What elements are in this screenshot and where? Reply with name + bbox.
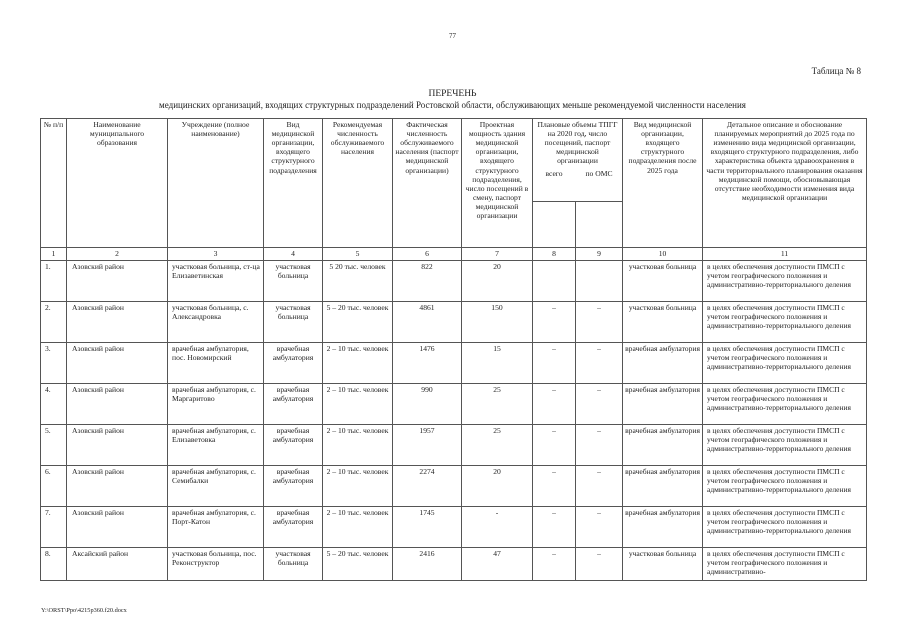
row-num: 3. — [41, 343, 67, 384]
row-recommended: 2 – 10 тыс. человек — [323, 343, 393, 384]
row-institution: участковая больница, ст-ца Елизаветинская — [168, 261, 264, 302]
column-number-row — [41, 248, 867, 261]
column-number: 10 — [623, 248, 703, 261]
table-row — [41, 343, 867, 384]
row-type-after: врачебная амбулатория — [623, 425, 703, 466]
row-planned-total: – — [533, 384, 576, 425]
row-actual: 2274 — [393, 466, 462, 507]
row-num: 1. — [41, 261, 67, 302]
table-number: Таблица № 8 — [811, 66, 861, 76]
row-actual: 2416 — [393, 548, 462, 581]
table-row — [41, 507, 867, 548]
header-description: Детальное описание и обоснование планируемых мероприятий до 2025 года по изменению вида медицинской организации, входящего структурного подразделения, либо характеристика объекта здравоохранения в части территориального планирования оказания медицинской помощи, обосновывающая отсутствие необходимости изменения вида медицинской организации — [703, 119, 867, 248]
row-recommended: 2 – 10 тыс. человек — [323, 384, 393, 425]
row-type: участковая больница — [264, 302, 323, 343]
row-municipality: Азовский район — [67, 261, 168, 302]
row-capacity: 20 — [462, 466, 533, 507]
row-capacity: 15 — [462, 343, 533, 384]
header-type: Вид медицинской организации, входящего структурного подразделения — [264, 119, 323, 248]
row-institution: врачебная амбулатория, с. Маргаритово — [168, 384, 264, 425]
row-planned-oms — [576, 261, 623, 302]
header-planned-total-label: всего — [545, 169, 563, 178]
row-institution: врачебная амбулатория, пос. Новомирский — [168, 343, 264, 384]
row-capacity: 25 — [462, 384, 533, 425]
row-planned-total: – — [533, 548, 576, 581]
row-capacity: 150 — [462, 302, 533, 343]
row-municipality: Азовский район — [67, 384, 168, 425]
row-capacity: - — [462, 507, 533, 548]
column-number: 2 — [67, 248, 168, 261]
row-recommended: 2 – 10 тыс. человек — [323, 507, 393, 548]
page-number: 77 — [449, 32, 456, 40]
header-recommended: Рекомендуемая численность обслуживаемого населения — [323, 119, 393, 248]
column-number: 11 — [703, 248, 867, 261]
row-description: в целях обеспечения доступности ПМСП с учетом географического положения и административно-территориального деления — [703, 261, 867, 302]
row-type-after: врачебная амбулатория — [623, 507, 703, 548]
column-number: 4 — [264, 248, 323, 261]
row-type: врачебная амбулатория — [264, 425, 323, 466]
column-number: 1 — [41, 248, 67, 261]
row-recommended: 5 – 20 тыс. человек — [323, 302, 393, 343]
row-institution: участковая больница, с. Александровка — [168, 302, 264, 343]
row-capacity: 20 — [462, 261, 533, 302]
row-planned-total: – — [533, 466, 576, 507]
row-type-after: участковая больница — [623, 261, 703, 302]
row-planned-total: – — [533, 302, 576, 343]
table-row — [41, 466, 867, 507]
row-municipality: Азовский район — [67, 507, 168, 548]
column-number: 6 — [393, 248, 462, 261]
header-municipality: Наименование муниципального образования — [67, 119, 168, 248]
row-municipality: Азовский район — [67, 466, 168, 507]
row-type: врачебная амбулатория — [264, 343, 323, 384]
row-institution: врачебная амбулатория, с. Порт-Катон — [168, 507, 264, 548]
header-planned: Плановые объемы ТПГГ на 2020 год, число посещений, паспорт медицинской организации — [533, 119, 623, 202]
row-description: в целях обеспечения доступности ПМСП с учетом географического положения и административно-территориального деления — [703, 343, 867, 384]
row-planned-oms: – — [576, 548, 623, 581]
row-recommended: 2 – 10 тыс. человек — [323, 466, 393, 507]
row-type-after: участковая больница — [623, 302, 703, 343]
header-capacity: Проектная мощность здания медицинской организации, входящего структурного подразделения, число посещений в смену, паспорт медицинской организации — [462, 119, 533, 248]
document-subtitle: медицинских организаций, входящих структурных подразделений Ростовской области, обслуживающих меньше рекомендуемой численности населения — [159, 100, 746, 110]
row-description: в целях обеспечения доступности ПМСП с учетом географического положения и административно-территориального деления — [703, 507, 867, 548]
row-description: в целях обеспечения доступности ПМСП с учетом географического положения и административно- — [703, 548, 867, 581]
row-actual: 822 — [393, 261, 462, 302]
row-num: 5. — [41, 425, 67, 466]
row-institution: врачебная амбулатория, с. Семибалки — [168, 466, 264, 507]
row-capacity: 25 — [462, 425, 533, 466]
row-type: врачебная амбулатория — [264, 507, 323, 548]
header-num: № п/п — [41, 119, 67, 248]
header-actual: Фактическая численность обслуживаемого населения (паспорт медицинской организации) — [393, 119, 462, 248]
column-number: 9 — [576, 248, 623, 261]
row-planned-oms: – — [576, 507, 623, 548]
row-description: в целях обеспечения доступности ПМСП с учетом географического положения и административно-территориального деления — [703, 384, 867, 425]
row-municipality: Азовский район — [67, 425, 168, 466]
row-recommended: 2 – 10 тыс. человек — [323, 425, 393, 466]
row-institution: участковая больница, пос. Реконструктор — [168, 548, 264, 581]
header-type-after: Вид медицинской организации, входящего структурного подразделения после 2025 года — [623, 119, 703, 248]
medical-organizations-table — [40, 118, 867, 581]
row-actual: 1476 — [393, 343, 462, 384]
column-number: 3 — [168, 248, 264, 261]
row-num: 7. — [41, 507, 67, 548]
row-description: в целях обеспечения доступности ПМСП с учетом географического положения и административно-территориального деления — [703, 302, 867, 343]
row-type: участковая больница — [264, 261, 323, 302]
row-actual: 990 — [393, 384, 462, 425]
table-row — [41, 425, 867, 466]
header-planned-oms-label: по ОМС — [585, 169, 613, 178]
column-number: 7 — [462, 248, 533, 261]
row-num: 2. — [41, 302, 67, 343]
row-type-after: участковая больница — [623, 548, 703, 581]
row-planned-total: – — [533, 507, 576, 548]
row-description: в целях обеспечения доступности ПМСП с учетом географического положения и административно-территориального деления — [703, 425, 867, 466]
row-planned-oms: – — [576, 302, 623, 343]
header-institution: Учреждение (полное наименование) — [168, 119, 264, 248]
row-planned-total — [533, 261, 576, 302]
footer-file-path: Y:\ORST\Ppo\4215p360.f20.docx — [41, 607, 127, 614]
row-type: врачебная амбулатория — [264, 384, 323, 425]
row-actual: 4861 — [393, 302, 462, 343]
row-planned-total: – — [533, 343, 576, 384]
row-type-after: врачебная амбулатория — [623, 343, 703, 384]
header-planned-oms — [576, 169, 623, 248]
row-capacity: 47 — [462, 548, 533, 581]
table-row — [41, 384, 867, 425]
row-actual: 1745 — [393, 507, 462, 548]
row-description: в целях обеспечения доступности ПМСП с учетом географического положения и административно-территориального деления — [703, 466, 867, 507]
row-municipality: Азовский район — [67, 343, 168, 384]
row-num: 6. — [41, 466, 67, 507]
row-type: врачебная амбулатория — [264, 466, 323, 507]
table-row — [41, 548, 867, 581]
header-planned-total — [533, 169, 576, 248]
row-recommended: 5 – 20 тыс. человек — [323, 548, 393, 581]
row-type-after: врачебная амбулатория — [623, 466, 703, 507]
row-planned-oms: – — [576, 425, 623, 466]
row-num: 8. — [41, 548, 67, 581]
row-type: участковая больница — [264, 548, 323, 581]
document-title: ПЕРЕЧЕНЬ — [428, 89, 477, 99]
row-municipality: Азовский район — [67, 302, 168, 343]
row-actual: 1957 — [393, 425, 462, 466]
row-planned-oms: – — [576, 384, 623, 425]
row-num: 4. — [41, 384, 67, 425]
row-type-after: врачебная амбулатория — [623, 384, 703, 425]
column-number: 5 — [323, 248, 393, 261]
table-row — [41, 261, 867, 302]
row-planned-oms: – — [576, 343, 623, 384]
row-recommended: 5 20 тыс. человек — [323, 261, 393, 302]
column-number: 8 — [533, 248, 576, 261]
table-row — [41, 302, 867, 343]
row-planned-total: – — [533, 425, 576, 466]
row-institution: врачебная амбулатория, с. Елизаветовка — [168, 425, 264, 466]
row-municipality: Аксайский район — [67, 548, 168, 581]
row-planned-oms: – — [576, 466, 623, 507]
